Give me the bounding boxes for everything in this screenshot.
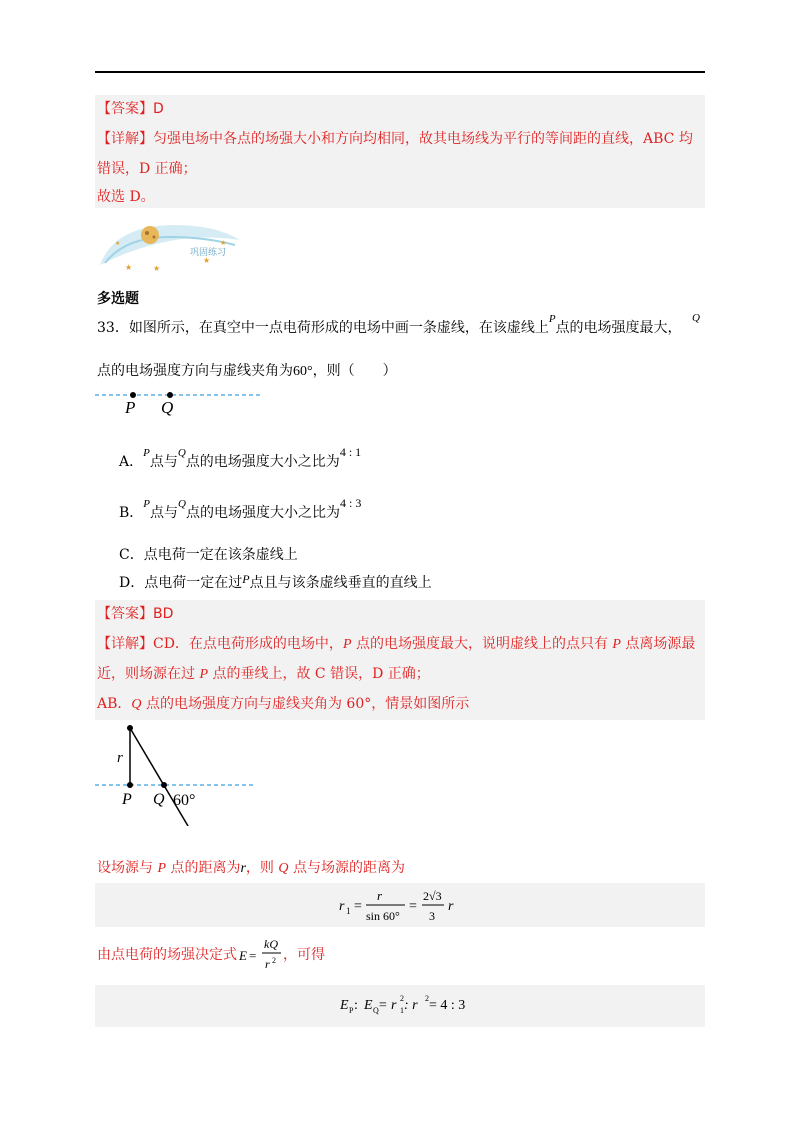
field-line: [130, 728, 188, 826]
answer2-line: 【答案】BD: [97, 606, 174, 622]
label-P: P: [125, 398, 136, 417]
svg-text:E: E: [239, 948, 247, 963]
detail2-line-2: 近，则场源在过 P 点的垂线上，故 C 错误，D 正确；: [97, 666, 430, 682]
figure-2: [95, 720, 257, 826]
svg-text:2: 2: [400, 994, 404, 1003]
figure-1: [95, 386, 270, 418]
option-A[interactable]: A．$^P$点与$^Q$点的电场强度大小之比为4 : 1: [119, 445, 362, 470]
detail-line-3: 故选 D。: [97, 189, 155, 205]
svg-text:2: 2: [425, 994, 429, 1003]
detail2-line-3: AB．Q 点的电场强度方向与虚线夹角为 60°，情景如图所示: [97, 696, 470, 712]
formula-1: [335, 883, 475, 927]
option-B[interactable]: B．$^P$点与$^Q$点的电场强度大小之比为4 : 3: [119, 496, 362, 521]
header-rule: [95, 71, 705, 73]
question-line-2: 点的电场强度方向与虚线夹角为60°，则（ ）: [97, 363, 397, 379]
svg-text:3: 3: [429, 909, 435, 923]
svg-text:= 4 : 3: = 4 : 3: [429, 998, 466, 1013]
svg-text:r: r: [448, 899, 454, 914]
label-Q: Q: [161, 398, 174, 417]
svg-text:kQ: kQ: [264, 937, 278, 951]
field-formula-tail: ，可得: [283, 947, 325, 963]
answer-line-1: 【答案】D: [97, 101, 164, 117]
svg-text:r: r: [377, 888, 383, 903]
svg-text:E: E: [340, 998, 349, 1013]
field-formula-line: 由点电荷的场强决定式: [97, 947, 237, 963]
svg-text:: r: : r: [404, 998, 418, 1013]
label-angle: 60°: [173, 792, 196, 809]
detail-line-2: 错误，D 正确；: [97, 161, 197, 177]
svg-text::: :: [354, 998, 358, 1013]
question-line-1: 33．如图所示，在真空中一点电荷形成的电场中画一条虚线，在该虚线上$^P$点的电场强度最大，: [97, 313, 682, 336]
detail-line-1: 【详解】匀强电场中各点的场强大小和方向均相同，故其电场线为平行的等间距的直线，ABC 均: [97, 131, 693, 147]
svg-text:= r: = r: [378, 998, 397, 1013]
svg-text:=: =: [249, 948, 257, 963]
svg-text:r: r: [265, 957, 270, 971]
svg-text:r: r: [339, 899, 345, 914]
svg-text:=: =: [409, 899, 417, 914]
svg-text:★: ★: [203, 256, 211, 265]
option-D[interactable]: D．点电荷一定在过P点且与该条虚线垂直的直线上: [119, 572, 432, 591]
svg-text:★: ★: [115, 241, 121, 247]
svg-text:E: E: [364, 998, 373, 1013]
label-P2: P: [122, 791, 132, 808]
section-title: 多选题: [97, 291, 139, 307]
svg-text:2√3: 2√3: [423, 889, 442, 903]
svg-text:sin 60°: sin 60°: [366, 909, 400, 923]
svg-text:1: 1: [400, 1006, 404, 1015]
label-r: r: [117, 750, 123, 766]
question-Q-label: Q: [692, 312, 700, 324]
svg-text:2: 2: [272, 956, 276, 965]
formula-2: [340, 985, 480, 1027]
svg-text:=: =: [354, 899, 362, 914]
svg-text:Q: Q: [373, 1006, 379, 1015]
banner-text: 巩固练习: [190, 247, 227, 257]
detail2-line-1: 【详解】CD．在点电荷形成的电场中，P 点的电场强度最大，说明虚线上的点只有 P 点离场源最: [97, 636, 696, 652]
label-Q2: Q: [153, 791, 165, 808]
distance-line: 设场源与 P 点的距离为r，则 Q 点与场源的距离为: [97, 860, 405, 876]
option-C[interactable]: C．点电荷一定在该条虚线上: [119, 547, 298, 563]
svg-text:★: ★: [153, 264, 161, 273]
svg-text:1: 1: [346, 906, 351, 916]
svg-text:P: P: [349, 1006, 354, 1015]
answer-block-1: [95, 95, 705, 208]
svg-text:★: ★: [220, 239, 227, 247]
svg-text:★: ★: [125, 263, 133, 272]
practice-banner: [95, 215, 245, 275]
